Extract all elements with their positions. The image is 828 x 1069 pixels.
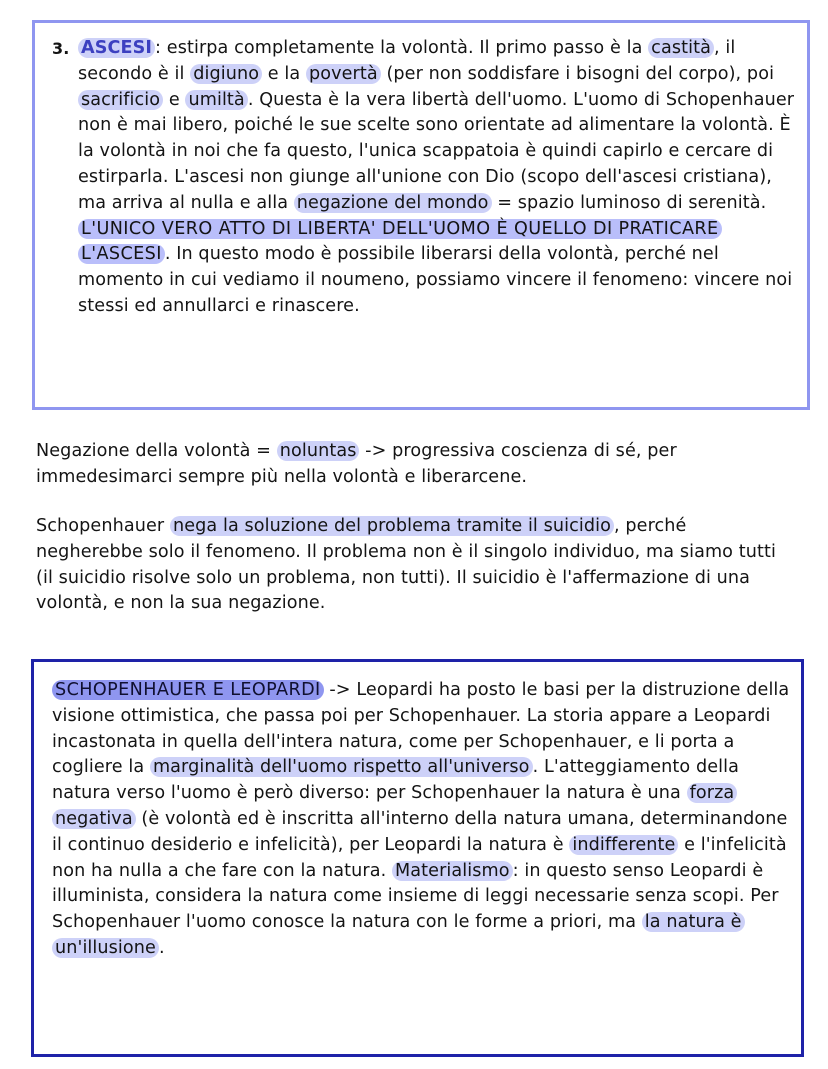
text-run: e l'infelicità non ha nulla a che fare con la natura.	[52, 834, 787, 881]
noluntas-paragraph	[36, 439, 818, 491]
highlight: digiuno	[190, 64, 262, 84]
section-heading: SCHOPENHAUER E LEOPARDI	[52, 680, 324, 700]
text-run: -> progressiva coscienza di sé, per immedesimarci sempre più nella volontà e liberarcene.	[36, 441, 677, 487]
section-heading: ASCESI	[78, 38, 155, 58]
ascesi-section	[52, 36, 796, 320]
highlight: Materialismo	[392, 861, 513, 881]
highlight: sacrificio	[78, 90, 163, 110]
text-run: : estirpa completamente la volontà. Il primo passo è la	[155, 38, 649, 58]
text-run: : in questo senso Leopardi è illuminista, considera la natura come insieme di leggi necessarie senza scopi. Per Schopenhauer l'uomo conosce la natura con le forme a priori, ma	[52, 860, 779, 933]
section-number: 3.	[52, 39, 70, 58]
text-run: -> Leopardi ha posto le basi per la distruzione della visione ottimistica, che passa poi per Schopenhauer. La storia appare a Leopardi incastonata in quella dell'intera natura, come per Schopenhauer, e li porta a cogliere la	[52, 680, 790, 778]
text-run: e	[163, 89, 186, 110]
text-run: . L'atteggiamento della natura verso l'uomo è però diverso: per Schopenhauer la natura è una	[52, 757, 740, 804]
highlight: castità	[648, 38, 714, 58]
text-run: . In questo modo è possibile liberarsi della volontà, perché nel momento in cui vediamo il noumeno, possiamo vincere il fenomeno: vincere noi stessi ed annullarci e rinascere.	[78, 244, 793, 316]
text-run: , perché negherebbe solo il fenomeno. Il problema non è il singolo individuo, ma siamo tutti (il suicidio risolve solo un problema, non tutti). Il suicidio è l'affermazione di una volontà, e non la sua negazione.	[36, 516, 776, 614]
text-run: e la	[262, 63, 306, 84]
text-run: Negazione della volontà =	[36, 441, 277, 461]
highlight: negazione del mondo	[294, 193, 492, 213]
text-run: (è volontà ed è inscritta all'interno della natura umana, determinandone il continuo desiderio e infelicità), per Leopardi la natura è	[52, 808, 788, 855]
text-run: (per non soddisfare i bisogni del corpo), poi	[380, 63, 775, 84]
highlight-caps: L'UNICO VERO ATTO DI LIBERTA' DELL'UOMO È QUELLO DI PRATICARE L'ASCESI	[78, 219, 722, 265]
highlight: indifferente	[569, 835, 678, 855]
text-run: , il secondo è il	[78, 38, 736, 84]
text-run: = spazio luminoso di serenità.	[491, 192, 767, 213]
highlight: la natura è un'illusione	[52, 912, 745, 958]
highlight: marginalità dell'uomo rispetto all'universo	[150, 757, 533, 777]
text-run: .	[158, 937, 165, 958]
text-run: . Questa è la vera libertà dell'uomo. L'uomo di Schopenhauer non è mai libero, poiché le sue scelte sono orientate ad alimentare la volontà. È la volontà in noi che fa questo, l'unica scappatoia è quindi capirlo e cercare di estirparla. L'ascesi non giunge all'unione con Dio (scopo dell'ascesi cristiana), ma arriva al nulla e alla	[78, 89, 795, 213]
text-run: Schopenhauer	[36, 516, 170, 536]
highlight: forza negativa	[52, 783, 737, 829]
highlight: noluntas	[277, 441, 360, 461]
highlight: umiltà	[185, 90, 247, 110]
highlight: povertà	[306, 64, 381, 84]
suicidio-paragraph	[36, 514, 796, 617]
highlight: nega la soluzione del problema tramite il suicidio	[170, 516, 614, 536]
leopardi-section	[52, 678, 792, 962]
